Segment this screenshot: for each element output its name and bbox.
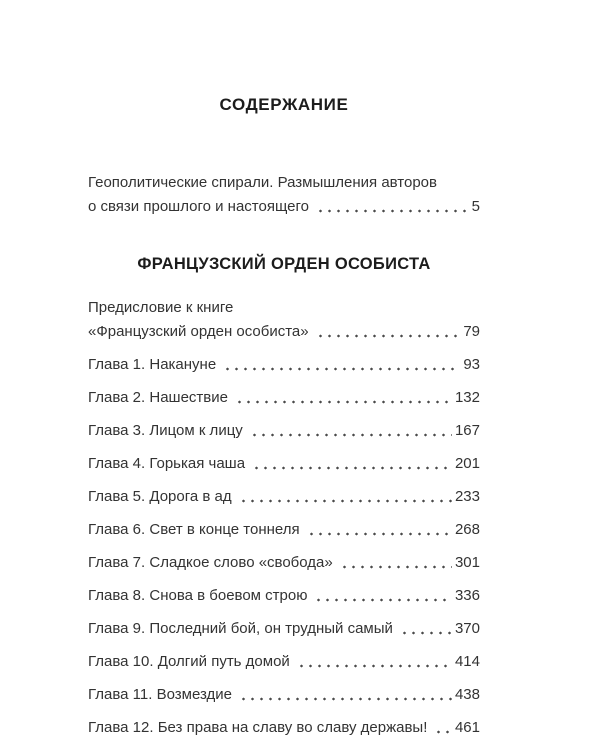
page-number: 5 (471, 198, 480, 215)
dot-leader (250, 433, 452, 437)
toc-entry-text: Глава 2. Нашествие (88, 389, 228, 406)
toc-entry-text: Предисловие к книге (88, 299, 234, 316)
toc-entry-text: Глава 7. Сладкое слово «свобода» (88, 554, 333, 571)
toc-entry-text: Глава 1. Накануне (88, 356, 217, 373)
toc-entry-chapter (88, 586, 480, 606)
dot-leader (235, 400, 452, 404)
page-number: 132 (454, 389, 480, 406)
toc-entry-chapter (88, 652, 480, 672)
toc-entry-text: Глава 12. Без права на славу во славу державы! (88, 719, 428, 736)
page-number: 438 (454, 686, 480, 703)
page-number: 414 (454, 653, 480, 670)
toc-entry-chapter (88, 619, 480, 639)
dot-leader (316, 209, 469, 213)
page-number: 461 (454, 719, 480, 736)
dot-leader (340, 565, 452, 569)
toc-entry-chapter (88, 388, 480, 408)
page-number: 268 (454, 521, 480, 538)
toc-entry-text: Глава 10. Долгий путь домой (88, 653, 290, 670)
dot-leader (252, 466, 452, 470)
toc-entry-text: Глава 6. Свет в конце тоннеля (88, 521, 300, 538)
toc-entry-text: Геополитические спирали. Размышления авторов (88, 174, 437, 191)
toc-entry-chapter (88, 454, 480, 474)
toc-entry-text: Глава 5. Дорога в ад (88, 488, 232, 505)
toc-entry-text: Глава 4. Горькая чаша (88, 455, 246, 472)
toc-entry-preface (88, 298, 480, 342)
page-title: СОДЕРЖАНИЕ (219, 95, 349, 114)
dot-leader (297, 664, 452, 668)
dot-leader (434, 730, 452, 734)
toc-entry-chapter (88, 685, 480, 705)
dot-leader (239, 499, 452, 503)
page-number: 93 (463, 356, 480, 373)
toc-entry-text: Глава 9. Последний бой, он трудный самый (88, 620, 393, 637)
page-number: 201 (454, 455, 480, 472)
page-number: 233 (454, 488, 480, 505)
toc-entry-text: Глава 3. Лицом к лицу (88, 422, 243, 439)
toc-entry-text: Глава 11. Возмездие (88, 686, 232, 703)
toc-entry-text: о связи прошлого и настоящего (88, 198, 309, 215)
toc-entry-text: «Французский орден особиста» (88, 323, 309, 340)
toc-content (88, 95, 480, 738)
dot-leader (239, 697, 452, 701)
page-number: 336 (454, 587, 480, 604)
toc-entry-intro (88, 173, 480, 217)
dot-leader (223, 367, 460, 371)
dot-leader (400, 631, 452, 635)
section-title: ФРАНЦУЗСКИЙ ОРДЕН ОСОБИСТА (137, 255, 431, 273)
page-number: 167 (454, 422, 480, 439)
toc-entry-chapter (88, 487, 480, 507)
toc-entry-text: Глава 8. Снова в боевом строю (88, 587, 308, 604)
toc-entry-chapter (88, 553, 480, 573)
dot-leader (316, 334, 461, 338)
dot-leader (307, 532, 452, 536)
page-number: 301 (454, 554, 480, 571)
toc-entry-chapter (88, 421, 480, 441)
toc-entry-chapter (88, 718, 480, 738)
dot-leader (314, 598, 451, 602)
toc-entry-chapter (88, 520, 480, 540)
toc-entry-chapter (88, 355, 480, 375)
page-number: 370 (454, 620, 480, 637)
page-number: 79 (463, 323, 480, 340)
